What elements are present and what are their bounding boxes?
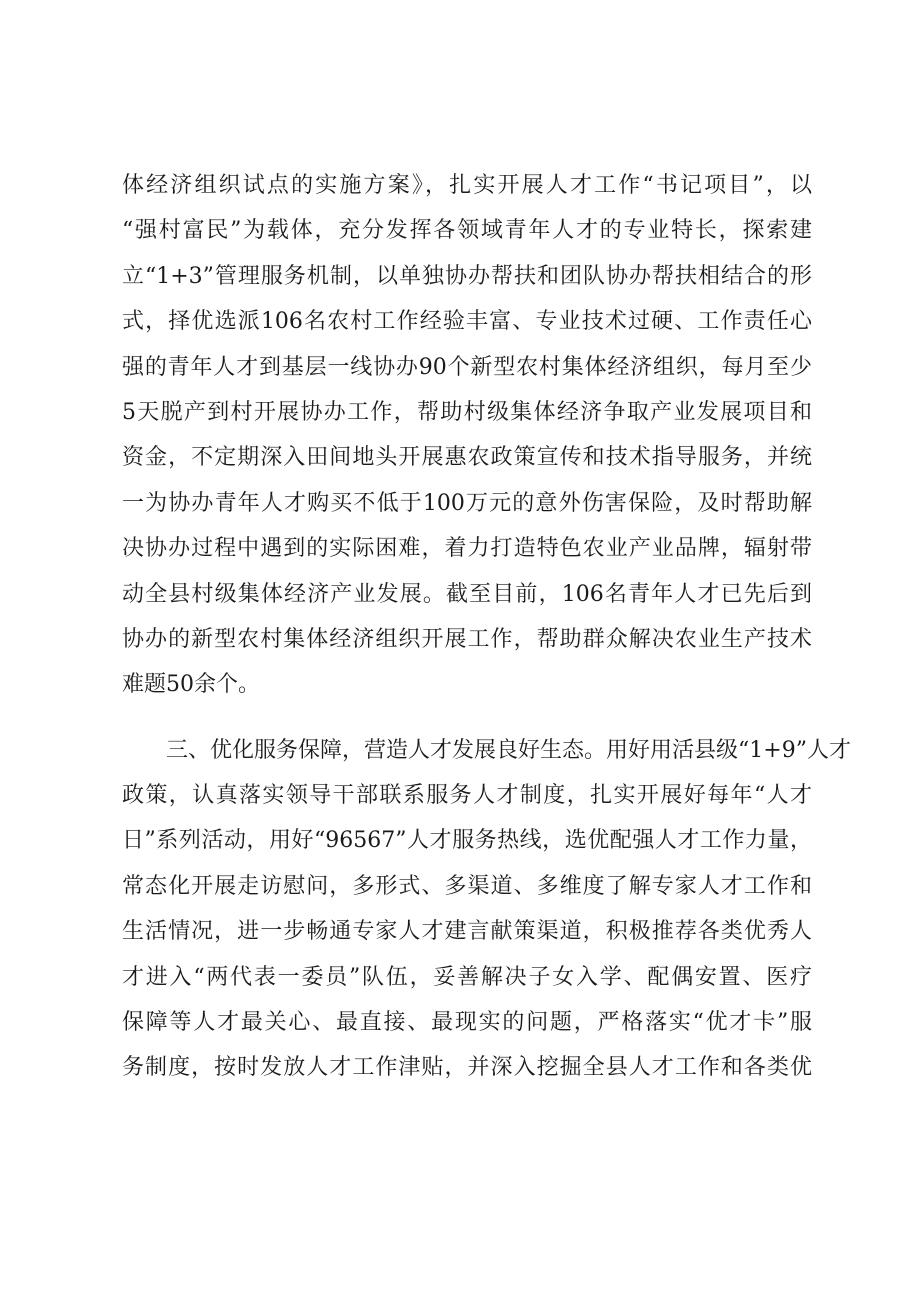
text-line: 日”系列活动，用好“96567”人才服务热线，选优配强人才工作力量， bbox=[122, 828, 812, 854]
text-line: 强的青年人才到基层一线协办90个新型农村集体经济组织，每月至少 bbox=[122, 354, 812, 380]
text-line: 体经济组织试点的实施方案》，扎实开展人才工作“书记项目”，以 bbox=[122, 173, 812, 198]
text-line: 保障等人才最关心、最直接、最现实的问题，严格落实“优才卡”服 bbox=[122, 1010, 812, 1036]
text-line: 立“1+3”管理服务机制，以单独协办帮扶和团队协办帮扶相结合的形 bbox=[122, 263, 812, 289]
text-line: 一为协办青年人才购买不低于100万元的意外伤害保险，及时帮助解 bbox=[122, 490, 812, 516]
text-line: 式，择优选派106名农村工作经验丰富、专业技术过硬、工作责任心 bbox=[122, 309, 812, 335]
text-line: 难题50余个。 bbox=[122, 672, 260, 698]
paragraph-continued bbox=[122, 163, 812, 708]
body-text bbox=[122, 163, 851, 1091]
text-line: 资金，不定期深入田间地头开展惠农政策宣传和技术指导服务，并统 bbox=[122, 445, 812, 471]
text-line: 才进入“两代表一委员”队伍，妥善解决子女入学、配偶安置、医疗 bbox=[122, 964, 812, 990]
text-line: 生活情况，进一步畅通专家人才建言献策渠道，积极推荐各类优秀人 bbox=[122, 919, 812, 945]
text-line: 5天脱产到村开展协办工作，帮助村级集体经济争取产业发展项目和 bbox=[122, 399, 812, 425]
paragraph-section-three bbox=[122, 728, 851, 1091]
text-line: 协办的新型农村集体经济组织开展工作，帮助群众解决农业生产技术 bbox=[122, 626, 812, 652]
text-line: 政策，认真落实领导干部联系服务人才制度，扎实开展好每年“人才 bbox=[122, 783, 812, 809]
paragraph-gap bbox=[122, 708, 812, 728]
text-line: 动全县村级集体经济产业发展。截至目前，106名青年人才已先后到 bbox=[122, 581, 812, 607]
text-line: 务制度，按时发放人才工作津贴，并深入挖掘全县人才工作和各类优 bbox=[122, 1055, 812, 1081]
text-run: 用好用活县级“1+9”人才 bbox=[606, 737, 851, 763]
text-line-first bbox=[122, 728, 851, 773]
text-line: 常态化开展走访慰问，多形式、多渠道、多维度了解专家人才工作和 bbox=[122, 873, 812, 899]
section-heading: 三、优化服务保障，营造人才发展良好生态。 bbox=[166, 737, 607, 763]
text-line: “强村富民”为载体，充分发挥各领域青年人才的专业特长，探索建 bbox=[122, 218, 812, 244]
text-line: 决协办过程中遇到的实际困难，着力打造特色农业产业品牌，辐射带 bbox=[122, 536, 812, 562]
